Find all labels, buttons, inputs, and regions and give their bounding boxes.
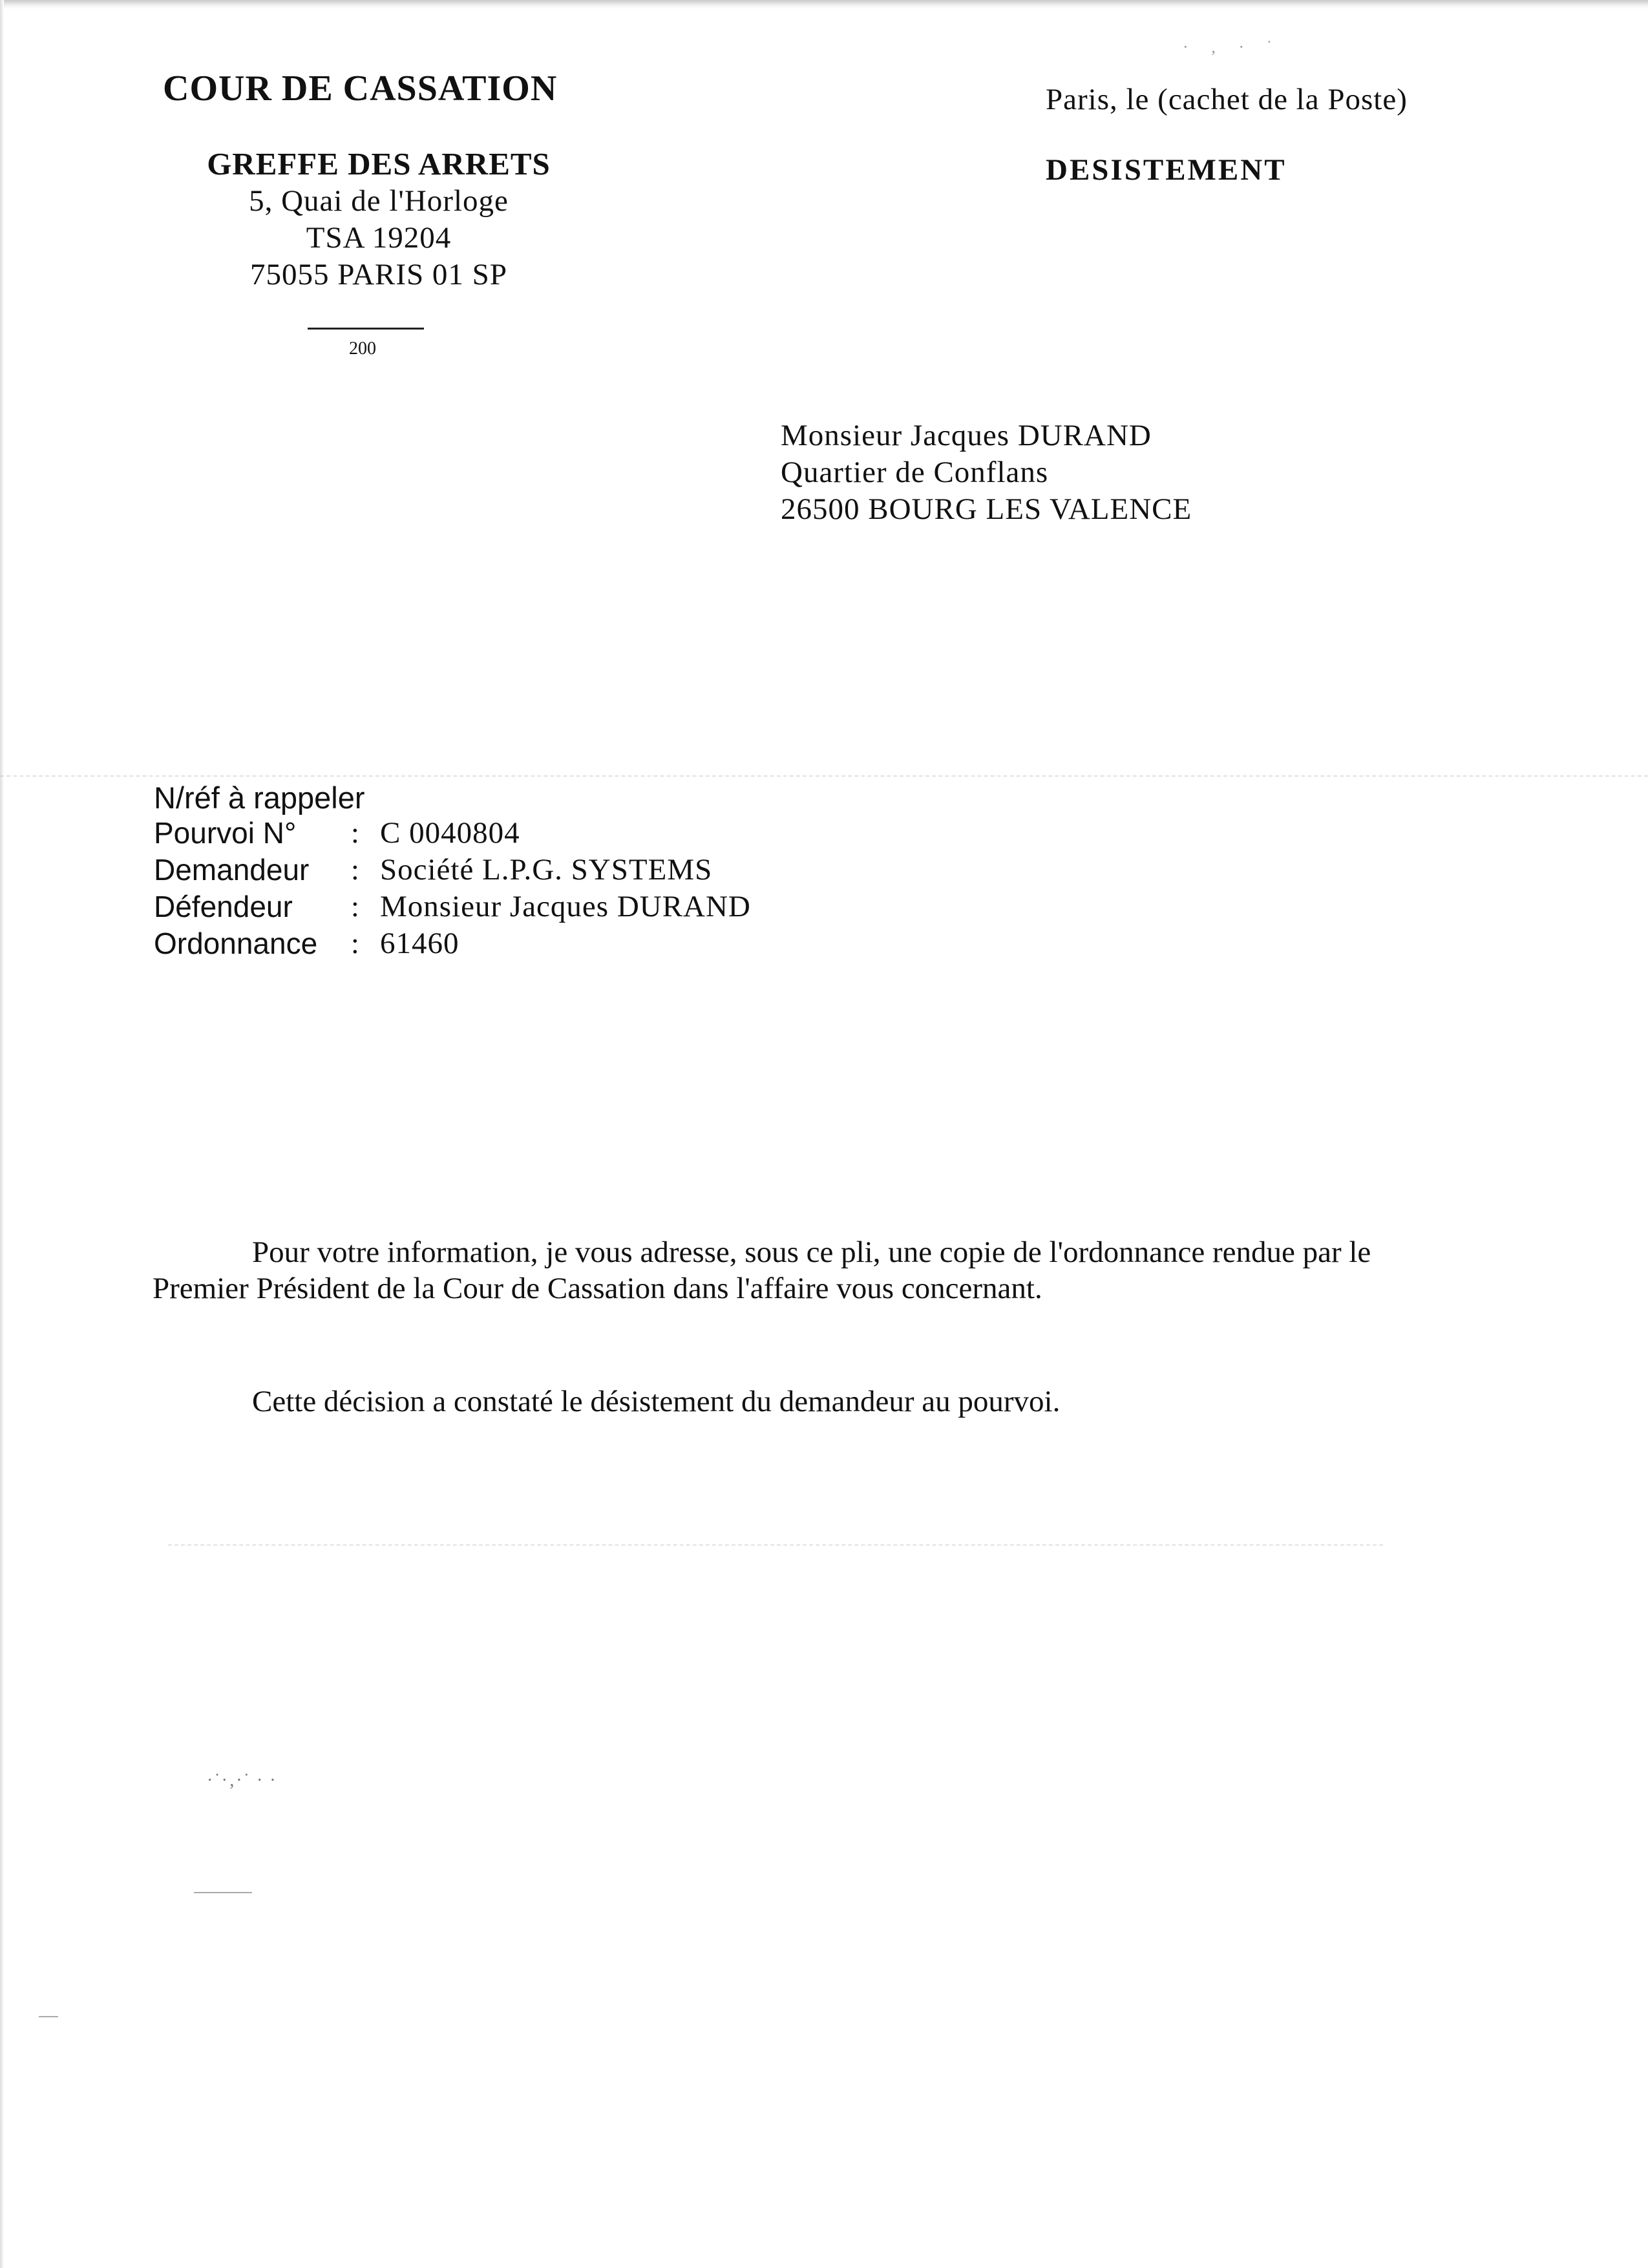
reference-row: [154, 852, 929, 889]
reference-value: 61460: [380, 927, 460, 960]
address-line-2: TSA 19204: [306, 221, 452, 255]
reference-colon: :: [351, 890, 359, 923]
body-paragraph-2: Cette décision a constaté le désistement du demandeur au pourvoi.: [252, 1385, 1061, 1418]
reference-heading: N/réf à rappeler: [154, 781, 365, 815]
reference-colon: :: [351, 853, 359, 886]
letterhead-divider: [308, 328, 424, 330]
address-line-1: 5, Quai de l'Horloge: [249, 184, 509, 218]
scan-mark: [194, 1892, 252, 1893]
reference-table: [154, 815, 929, 963]
reference-label: Demandeur: [154, 853, 310, 887]
reference-label: Ordonnance: [154, 927, 318, 960]
reference-value: C 0040804: [380, 816, 520, 850]
address-line-3: 75055 PARIS 01 SP: [250, 258, 507, 291]
scan-specks: ·˙·‚·˙ · ·: [207, 1770, 277, 1790]
reference-value: Monsieur Jacques DURAND: [380, 890, 751, 923]
department-name: GREFFE DES ARRETS: [207, 146, 551, 182]
reference-row: [154, 889, 929, 926]
body-paragraph-1-line-1: Pour votre information, je vous adresse, sous ce pli, une copie de l'ordonnance rendue par le: [252, 1235, 1371, 1269]
document-type: DESISTEMENT: [1046, 153, 1287, 187]
reference-value: Société L.P.G. SYSTEMS: [380, 853, 713, 887]
fold-line-lower: [168, 1544, 1383, 1546]
scan-mark: [39, 2016, 58, 2017]
reference-row: [154, 815, 929, 852]
letterhead-ref-number: 200: [349, 339, 376, 359]
recipient-address: [781, 417, 1192, 528]
reference-colon: :: [351, 927, 359, 960]
place-date: Paris, le (cachet de la Poste): [1046, 83, 1408, 116]
fold-line-upper: [0, 775, 1648, 777]
greffe-address-block: [153, 145, 605, 293]
reference-label: Pourvoi N°: [154, 816, 297, 850]
recipient-address-line-1: Quartier de Conflans: [781, 456, 1049, 489]
body-paragraph-1: [153, 1234, 1477, 1307]
recipient-address-line-2: 26500 BOURG LES VALENCE: [781, 492, 1192, 526]
body-paragraph-1-line-2: Premier Président de la Cour de Cassation dans l'affaire vous concernant.: [153, 1272, 1042, 1305]
reference-colon: :: [351, 816, 359, 849]
reference-label: Défendeur: [154, 890, 293, 923]
page-left-edge: [0, 0, 4, 2268]
court-title: COUR DE CASSATION: [163, 68, 558, 109]
scan-specks-top: · ‚ · ˙: [1183, 37, 1282, 56]
reference-row: [154, 926, 929, 963]
page-top-edge: [0, 0, 1648, 9]
recipient-name: Monsieur Jacques DURAND: [781, 419, 1152, 452]
